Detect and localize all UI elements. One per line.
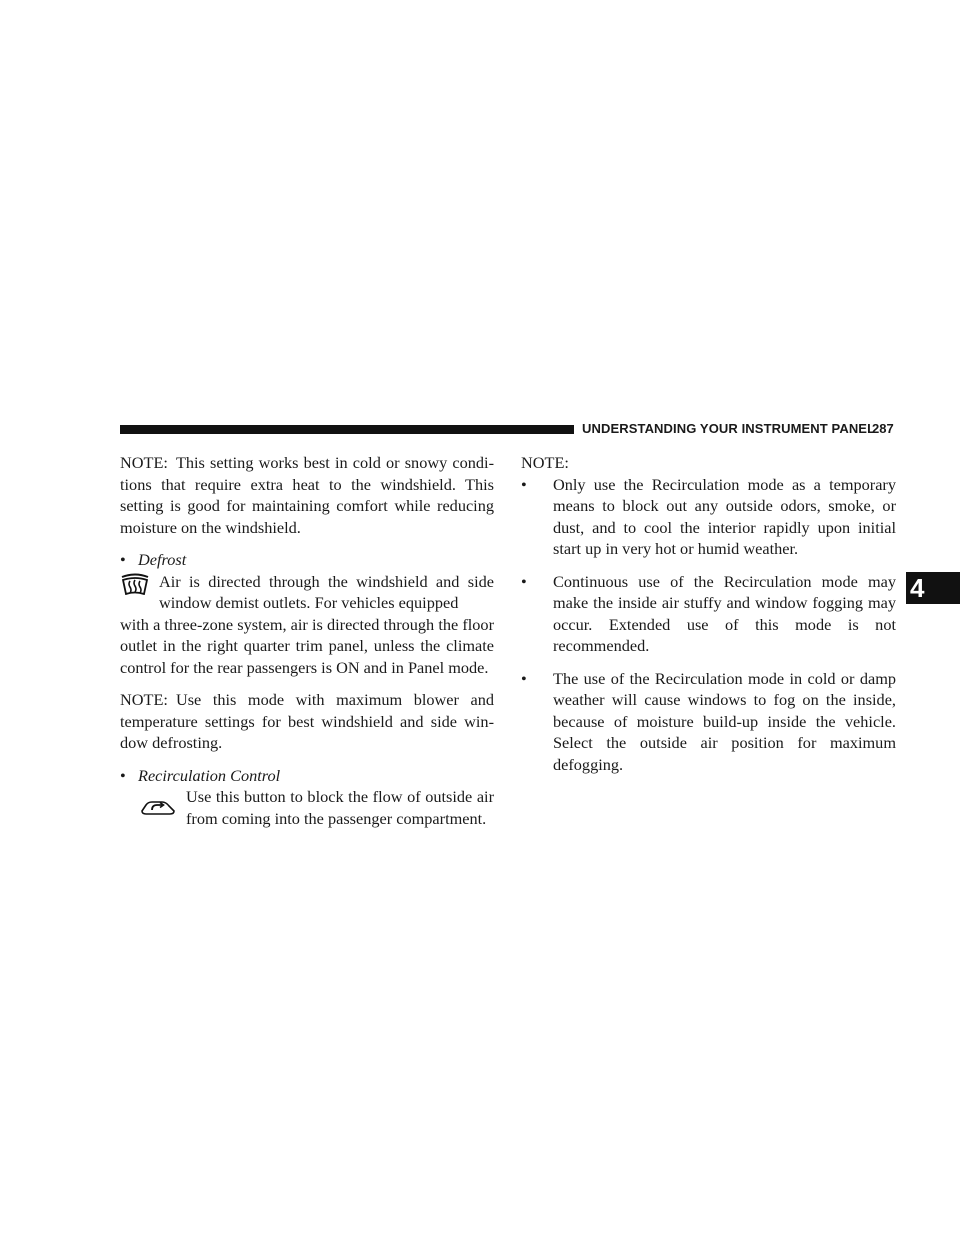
recirculation-paragraph xyxy=(120,786,494,829)
bullet: • xyxy=(120,550,126,569)
note2-text: temperature settings for best windshield and side win- dow defrosting. xyxy=(120,711,494,752)
note1-text-line1: This setting works best in cold or snowy condi- xyxy=(175,453,494,472)
list-item-text: Only use the Recirculation mode as a temporary means to block out any outside odors, smoke, or dust, and to cool the interior rapidly upon initial start up in very hot or humid weather. xyxy=(553,474,896,558)
page-number: 287 xyxy=(872,421,894,436)
chapter-tab: 4 xyxy=(906,572,960,604)
bullet: • xyxy=(521,668,527,688)
list-item-text: Continuous use of the Recirculation mode may make the inside air stuffy and window fogging may occur. Extended use of this mode is not recommended. xyxy=(553,571,896,655)
note1-first-line xyxy=(120,452,494,474)
list-item-text: The use of the Recirculation mode in cold or damp weather will cause windows to fog on the inside, because of moisture build-up inside the vehicle. Select the outside air position for maximum defogging. xyxy=(553,668,896,774)
recirculation-title: Recirculation Control xyxy=(138,765,281,785)
note-label: NOTE: xyxy=(120,453,168,472)
bullet: • xyxy=(521,571,527,591)
right-column xyxy=(521,452,896,775)
recirculation-notes-list xyxy=(521,474,896,776)
defrost-paragraph xyxy=(120,571,494,614)
defrost-text-indented: Air is directed through the windshield and side window demist outlets. For vehicles equipped xyxy=(159,571,494,612)
note2-first-line xyxy=(120,689,494,711)
bullet: • xyxy=(120,765,126,785)
recirculation-text: Use this button to block the flow of outside air from coming into the passenger compartment. xyxy=(186,787,494,828)
defrost-title: Defrost xyxy=(138,550,187,569)
left-column xyxy=(120,452,494,829)
note2-text-line1: Use this mode with maximum blower and xyxy=(175,690,494,709)
defrost-heading xyxy=(120,549,494,571)
list-item xyxy=(521,668,896,776)
list-item xyxy=(521,474,896,560)
header-rule xyxy=(120,425,574,434)
recirculation-heading xyxy=(120,765,494,787)
bullet: • xyxy=(521,474,527,494)
defrost-icon xyxy=(120,573,150,595)
running-header-title: UNDERSTANDING YOUR INSTRUMENT PANEL xyxy=(582,421,876,436)
note1-text: tions that require extra heat to the windshield. This setting is good for maintaining comfort while reducing moisture on the windshield. xyxy=(120,474,494,537)
recirculation-icon xyxy=(140,796,176,818)
right-note-label: NOTE: xyxy=(521,453,569,472)
list-item xyxy=(521,571,896,657)
defrost-text: with a three-zone system, air is directed through the floor outlet in the right quarter trim panel, unless the climate control for the rear passengers is ON and in Panel mode. xyxy=(120,614,494,677)
note-label: NOTE: xyxy=(120,690,168,709)
